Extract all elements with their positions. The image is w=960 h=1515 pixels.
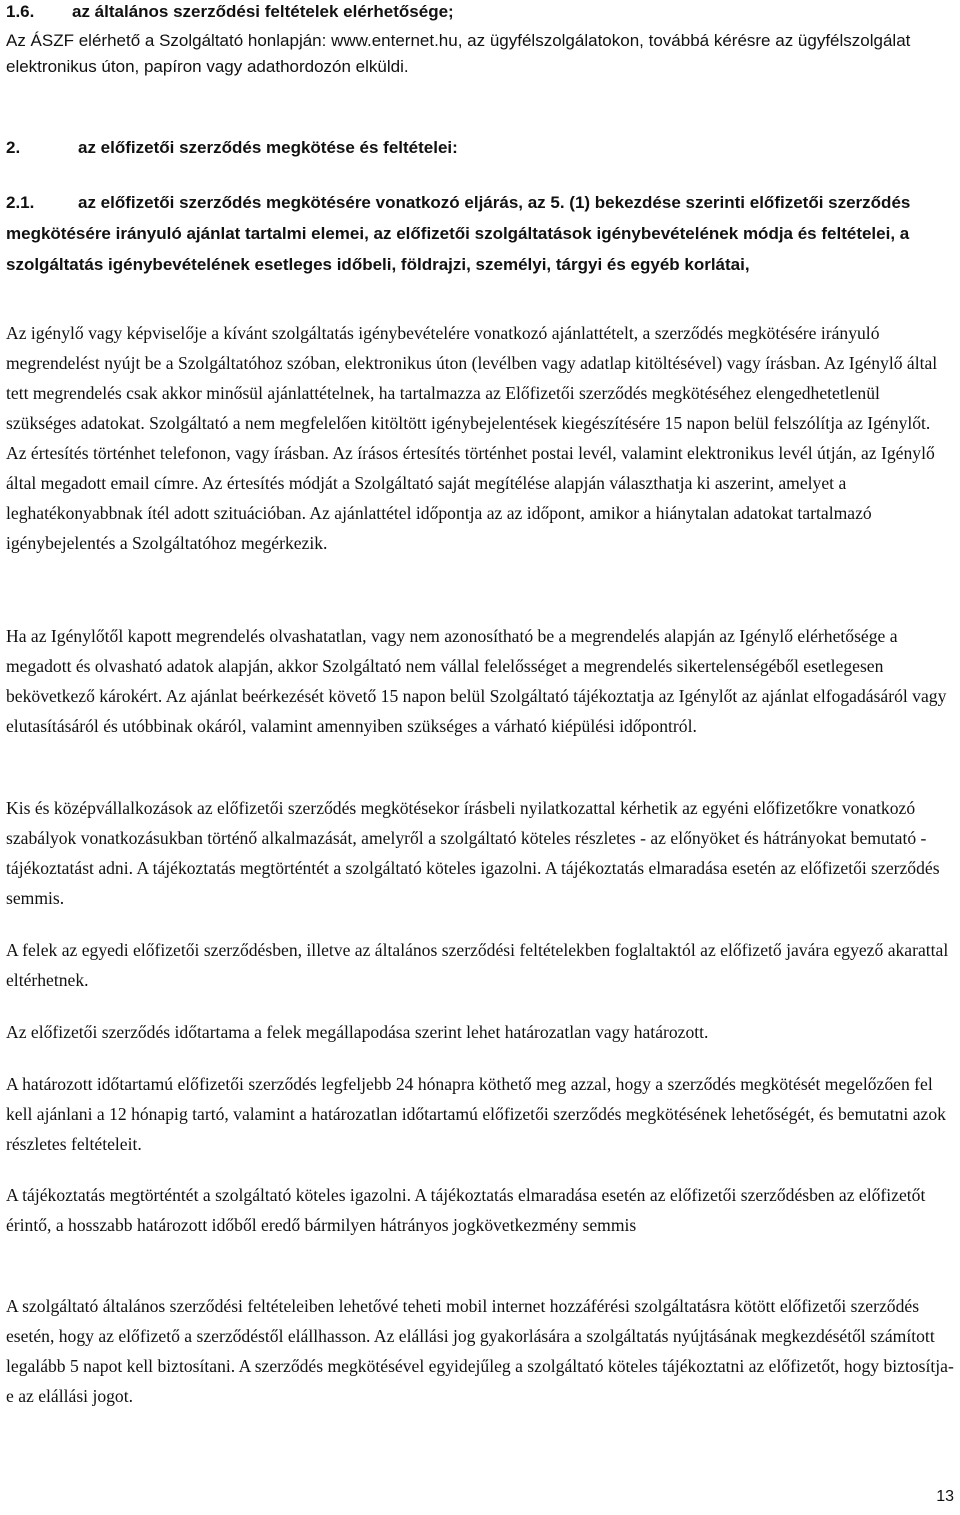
section-1-6-heading (6, 2, 454, 22)
paragraph: Kis és középvállalkozások az előfizetői szerződés megkötésekor írásbeli nyilatkozattal kérhetik az egyéni előfizetőkre vonatkozó szabályok vonatkozásukban történő alkalmazását, amelyről a szolgáltató köteles részletes - az előnyöket és hátrányokat bemutató - tájékoztatást adni. A tájékoztatás megtörténtét a szolgáltató köteles igazolni. A tájékoztatás elmaradása esetén az előfizetői szerződés semmis. (6, 798, 940, 908)
section-title: az általános szerződési feltételek elérhetősége; (72, 2, 454, 21)
section-title: az előfizetői szerződés megkötésére vonatkozó eljárás, az 5. (1) bekezdése szerinti előfizetői szerződés megkötésére irányuló ajánlat tartalmi elemei, az előfizetői szolgáltatások igénybevételének módja és feltételei, a szolgáltatás igénybevételének esetleges időbeli, földrajzi, személyi, tárgyi és egyéb korlátai, (6, 193, 911, 274)
page-number: 13 (936, 1488, 954, 1505)
paragraph: A tájékoztatás megtörténtét a szolgáltató köteles igazolni. A tájékoztatás elmaradása esetén az előfizetői szerződésben az előfizetőt érintő, a hosszabb határozott időből eredő bármilyen hátrányos jogkövetkezmény semmis (6, 1185, 926, 1235)
section-2-heading (6, 138, 458, 158)
section-title: az előfizetői szerződés megkötése és feltételei: (78, 138, 458, 157)
section-1-6-body: Az ÁSZF elérhető a Szolgáltató honlapján: www.enternet.hu, az ügyfélszolgálatokon, továbbá kérésre az ügyfélszolgálat elektronikus úton, papíron vagy adathordozón elküldi. (6, 31, 911, 76)
paragraph: A felek az egyedi előfizetői szerződésben, illetve az általános szerződési feltételekben foglaltaktól az előfizető javára egyező akarattal eltérhetnek. (6, 940, 949, 990)
paragraph: A határozott időtartamú előfizetői szerződés legfeljebb 24 hónapra köthető meg azzal, hogy a szerződés megkötését megelőzően fel kell ajánlani a 12 hónapig tartó, valamint a határozatlan időtartamú előfizetői szerződés megkötésének lehetőségét, és bemutatni azok részletes feltételeit. (6, 1074, 946, 1154)
section-number: 2.1. (6, 193, 35, 212)
paragraph: Ha az Igénylőtől kapott megrendelés olvashatatlan, vagy nem azonosítható be a megrendelés alapján az Igénylő elérhetősége a megadott és olvasható adatok alapján, akkor Szolgáltató nem vállal felelősséget a megrendelés sikertelenségéből esetlegesen bekövetkező károkért. Az ajánlat beérkezését követő 15 napon belül Szolgáltató tájékoztatja az Igénylőt az ajánlat elfogadásáról vagy elutasításáról és utóbbinak okáról, valamint amennyiben szükséges a várható kiépülési időpontról. (6, 626, 947, 736)
paragraph: Az igénylő vagy képviselője a kívánt szolgáltatás igénybevételére vonatkozó ajánlattételt, a szerződés megkötésére irányuló megrendelést nyújt be a Szolgáltatóhoz szóban, elektronikus úton (levélben vagy adatlap kitöltésével) vagy írásban. Az Igénylő által tett megrendelés csak akkor minősül ajánlattételnek, ha tartalmazza az Előfizetői szerződés megkötéséhez elengedhetetlenül szükséges adatokat. Szolgáltató a nem megfelelően kitöltött igénybejelentések kiegészítésére 15 napon belül felszólítja az Igénylőt. Az értesítés történhet telefonon, vagy írásban. Az írásos értesítés történhet postai levél, valamint elektronikus levél útján, az Igénylő által megadott email címre. Az értesítés módját a Szolgáltató saját megítélése alapján választhatja ki aszerint, amelyet a leghatékonyabbnak ítél adott szituációban. Az ajánlattétel időpontja az az időpont, amikor a hiánytalan adatokat tartalmazó igénybejelentés a Szolgáltatóhoz megérkezik. (6, 323, 938, 553)
paragraph: Az előfizetői szerződés időtartama a felek megállapodása szerint lehet határozatlan vagy határozott. (6, 1022, 709, 1042)
section-number: 1.6. (6, 2, 35, 21)
section-number: 2. (6, 138, 21, 157)
section-2-1-heading (6, 187, 951, 280)
paragraph: A szolgáltató általános szerződési feltételeiben lehetővé teheti mobil internet hozzáférési szolgáltatásra kötött előfizetői szerződés esetén, hogy az előfizető a szerződéstől elállhasson. Az elállási jog gyakorlására a szolgáltatás nyújtásának megkezdésétől számított legalább 5 napot kell biztosítani. A szerződés megkötésével egyidejűleg a szolgáltató köteles tájékoztatni az előfizetőt, hogy biztosítja-e az elállási jogot. (6, 1296, 954, 1406)
